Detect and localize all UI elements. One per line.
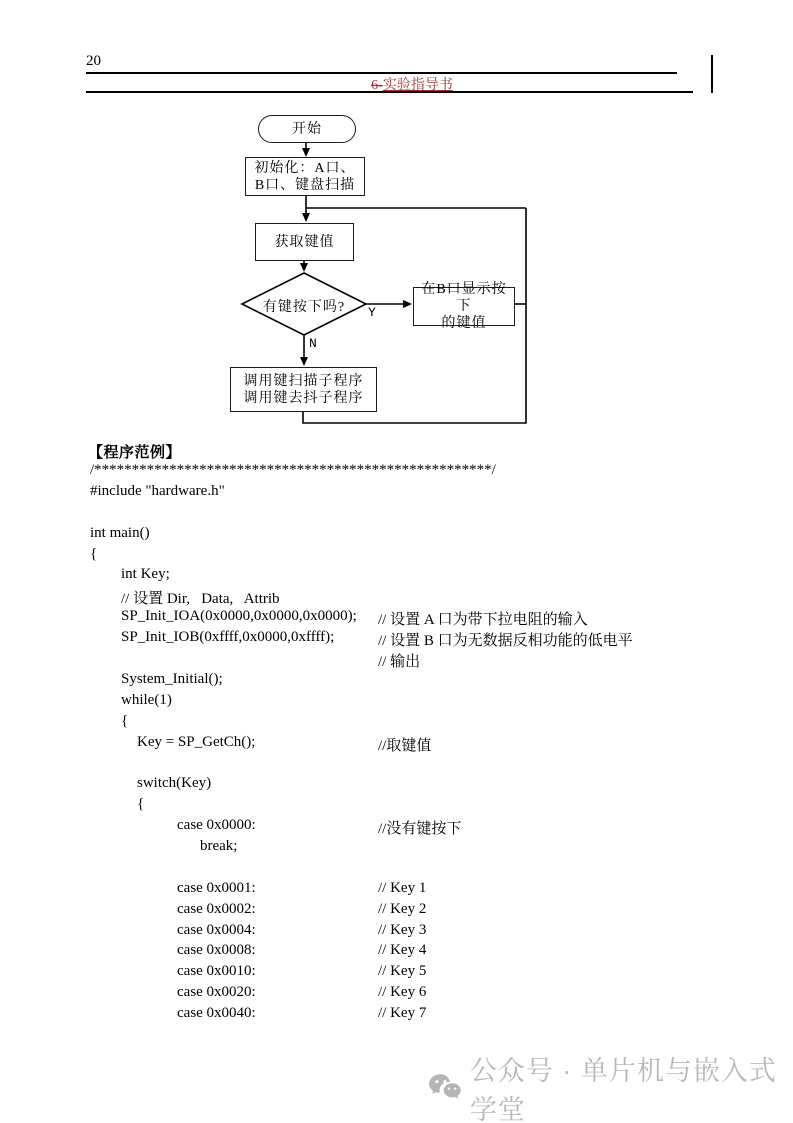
code-line [90,525,730,546]
code-line [90,922,730,943]
code-text: case 0x0002: [177,900,256,917]
code-text: case 0x0040: [177,1005,256,1022]
code-line [90,462,730,483]
code-comment: // 设置 B 口为无数据反相功能的低电平 [378,633,633,650]
code-line [90,546,730,567]
code-text: #include "hardware.h" [90,482,225,499]
code-comment: // Key 7 [378,1005,427,1022]
page-number: 20 [86,53,101,69]
code-comment: // Key 3 [378,921,427,938]
code-comment: // Key 5 [378,963,427,980]
flow-decision-label: 有键按下吗? [262,300,346,315]
code-text: int main() [90,524,150,541]
code-line [90,587,730,608]
code-text: { [90,545,98,562]
code-text: switch(Key) [137,775,212,792]
code-block [90,462,730,1026]
wechat-icon [428,1071,462,1105]
flow-branch-no-label: N [309,336,317,351]
code-line [90,566,730,587]
arrowhead [300,263,308,272]
code-text: case 0x0004: [177,921,256,938]
code-text: case 0x0000: [177,817,256,834]
code-text: Key = SP_GetCh(); [137,733,256,750]
code-line [90,880,730,901]
footer-watermark-text: 公众号 · 单片机与嵌入式学堂 [469,1056,777,1123]
code-comment: // Key 1 [378,879,427,896]
code-comment: //取键值 [378,737,432,754]
code-comment: // Key 4 [378,942,427,959]
code-text: { [137,796,145,813]
code-text: // 设置 Dir, Data, Attrib [121,591,280,608]
code-text: { [121,712,129,729]
title-text: 实验指导书 [382,78,453,93]
code-line [90,942,730,963]
code-line [90,817,730,838]
arrowhead [302,213,310,222]
code-line [90,984,730,1005]
section-heading: 【程序范例】 [88,445,182,461]
code-text: case 0x0020: [177,984,256,1001]
code-comment: // 输出 [378,654,421,671]
code-text: SP_Init_IOB(0xffff,0x0000,0xffff); [121,629,335,646]
footer-watermark [428,1056,793,1123]
arrowhead [300,357,308,366]
code-line [90,671,730,692]
code-text: while(1) [121,691,172,708]
code-line [90,963,730,984]
code-line [90,901,730,922]
code-line [90,629,730,650]
code-text: case 0x0001: [177,879,256,896]
code-line [90,692,730,713]
arrowhead [302,148,310,157]
code-text: case 0x0008: [177,942,256,959]
code-line [90,483,730,504]
code-line [90,775,730,796]
code-line [90,838,730,859]
code-text: int Key; [121,566,170,583]
code-blank-line [90,754,730,775]
flow-node-call-subroutine: 调用键扫描子程序 调用键去抖子程序 [230,367,377,412]
code-line [90,796,730,817]
arrowhead [403,300,412,308]
code-text: /*****************************************************/ [90,462,496,478]
code-line [90,1005,730,1026]
title-deleted-text: 6- [371,78,383,93]
code-comment: //没有键按下 [378,821,462,838]
flow-node-get-key: 获取键值 [255,223,354,261]
margin-change-bar [711,55,713,93]
flow-node-display: 在B口显示按下 的键值 [413,287,515,326]
code-text: break; [200,838,238,855]
code-comment: // Key 2 [378,900,427,917]
code-blank-line [90,504,730,525]
flow-node-init: 初始化：A口、 B口、键盘扫描 [245,157,365,196]
code-line [90,650,730,671]
code-blank-line [90,859,730,880]
code-comment: // Key 6 [378,984,427,1001]
code-line [90,608,730,629]
flow-branch-yes-label: Y [368,305,376,320]
code-text: System_Initial(); [121,670,223,687]
code-line [90,713,730,734]
code-text: case 0x0010: [177,963,256,980]
flow-node-start: 开始 [258,115,356,143]
code-line [90,734,730,755]
code-comment: // 设置 A 口为带下拉电阻的输入 [378,612,588,629]
code-text: SP_Init_IOA(0x0000,0x0000,0x0000); [121,608,357,625]
